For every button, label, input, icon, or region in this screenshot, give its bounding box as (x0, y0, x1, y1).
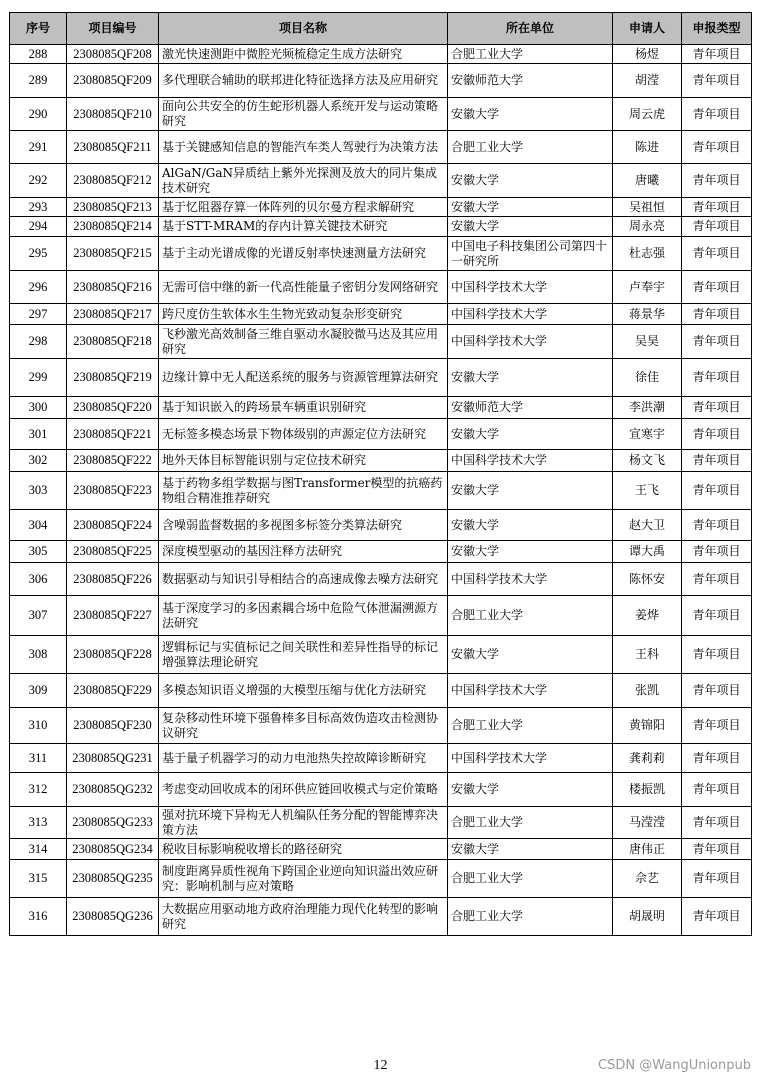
table-row (10, 397, 752, 419)
table-row (10, 596, 752, 636)
row-no: 311 (10, 744, 67, 773)
row-type: 青年项目 (682, 541, 752, 563)
row-code: 2308085QF213 (67, 198, 159, 217)
row-code: 2308085QF209 (67, 64, 159, 98)
row-applicant: 王科 (613, 636, 682, 674)
row-unit: 中国科学技术大学 (448, 744, 613, 773)
row-no: 314 (10, 839, 67, 860)
row-name: 边缘计算中无人配送系统的服务与资源管理算法研究 (159, 359, 448, 397)
row-no: 300 (10, 397, 67, 419)
row-type: 青年项目 (682, 397, 752, 419)
row-applicant: 李洪潮 (613, 397, 682, 419)
row-unit: 中国科学技术大学 (448, 563, 613, 596)
row-type: 青年项目 (682, 271, 752, 304)
row-type: 青年项目 (682, 164, 752, 198)
row-type: 青年项目 (682, 64, 752, 98)
header-type: 申报类型 (682, 13, 752, 45)
table-body (10, 45, 752, 936)
row-unit: 安徽大学 (448, 839, 613, 860)
row-name: 无需可信中继的新一代高性能量子密钥分发网络研究 (159, 271, 448, 304)
row-name: 多模态知识语义增强的大模型压缩与优化方法研究 (159, 674, 448, 708)
row-name: 基于深度学习的多因素耦合场中危险气体泄漏溯源方法研究 (159, 596, 448, 636)
table-row (10, 237, 752, 271)
row-applicant: 周云虎 (613, 98, 682, 131)
row-name: 大数据应用驱动地方政府治理能力现代化转型的影响研究 (159, 898, 448, 936)
row-no: 293 (10, 198, 67, 217)
row-applicant: 黄锦阳 (613, 708, 682, 744)
row-name: AlGaN/GaN异质结上紫外光探测及放大的同片集成技术研究 (159, 164, 448, 198)
row-unit: 安徽大学 (448, 164, 613, 198)
row-no: 298 (10, 325, 67, 359)
row-no: 305 (10, 541, 67, 563)
row-name: 基于药物多组学数据与图Transformer模型的抗癌药物组合精准推荐研究 (159, 472, 448, 510)
row-name: 强对抗环境下异构无人机编队任务分配的智能博弈决策方法 (159, 807, 448, 839)
header-code: 项目编号 (67, 13, 159, 45)
row-applicant: 赵大卫 (613, 510, 682, 541)
table-row (10, 419, 752, 450)
row-applicant: 吴昊 (613, 325, 682, 359)
row-type: 青年项目 (682, 898, 752, 936)
row-name: 逻辑标记与实值标记之间关联性和差异性指导的标记增强算法理论研究 (159, 636, 448, 674)
row-code: 2308085QF219 (67, 359, 159, 397)
row-type: 青年项目 (682, 237, 752, 271)
row-unit: 中国科学技术大学 (448, 674, 613, 708)
table-row (10, 164, 752, 198)
row-code: 2308085QF208 (67, 45, 159, 64)
row-code: 2308085QG236 (67, 898, 159, 936)
row-name: 税收目标影响税收增长的路径研究 (159, 839, 448, 860)
row-no: 315 (10, 860, 67, 898)
row-type: 青年项目 (682, 131, 752, 164)
table-row (10, 198, 752, 217)
row-no: 296 (10, 271, 67, 304)
row-applicant: 张凯 (613, 674, 682, 708)
row-unit: 安徽大学 (448, 773, 613, 807)
row-applicant: 佘艺 (613, 860, 682, 898)
row-no: 289 (10, 64, 67, 98)
table-row (10, 510, 752, 541)
row-no: 301 (10, 419, 67, 450)
row-code: 2308085QF216 (67, 271, 159, 304)
row-no: 290 (10, 98, 67, 131)
row-applicant: 胡滢 (613, 64, 682, 98)
row-code: 2308085QF227 (67, 596, 159, 636)
row-name: 基于量子机器学习的动力电池热失控故障诊断研究 (159, 744, 448, 773)
row-no: 295 (10, 237, 67, 271)
table-row (10, 860, 752, 898)
row-name: 制度距离异质性视角下跨国企业逆向知识溢出效应研究：影响机制与应对策略 (159, 860, 448, 898)
row-applicant: 周永亮 (613, 217, 682, 237)
row-applicant: 楼振凯 (613, 773, 682, 807)
row-name: 无标签多模态场景下物体级别的声源定位方法研究 (159, 419, 448, 450)
row-unit: 安徽师范大学 (448, 64, 613, 98)
row-name: 飞秒激光高效制备三维自驱动水凝胶微马达及其应用研究 (159, 325, 448, 359)
table-row (10, 807, 752, 839)
row-applicant: 杨煜 (613, 45, 682, 64)
row-name: 深度模型驱动的基因注释方法研究 (159, 541, 448, 563)
row-code: 2308085QF230 (67, 708, 159, 744)
row-name: 含噪弱监督数据的多视图多标签分类算法研究 (159, 510, 448, 541)
row-code: 2308085QF222 (67, 450, 159, 472)
row-code: 2308085QF225 (67, 541, 159, 563)
row-unit: 合肥工业大学 (448, 45, 613, 64)
row-unit: 合肥工业大学 (448, 596, 613, 636)
row-type: 青年项目 (682, 198, 752, 217)
row-unit: 中国电子科技集团公司第四十一研究所 (448, 237, 613, 271)
row-applicant: 蒋景华 (613, 304, 682, 325)
row-unit: 合肥工业大学 (448, 708, 613, 744)
row-name: 面向公共安全的仿生蛇形机器人系统开发与运动策略研究 (159, 98, 448, 131)
row-code: 2308085QG235 (67, 860, 159, 898)
row-unit: 中国科学技术大学 (448, 304, 613, 325)
row-code: 2308085QF218 (67, 325, 159, 359)
row-code: 2308085QF220 (67, 397, 159, 419)
row-type: 青年项目 (682, 773, 752, 807)
row-unit: 合肥工业大学 (448, 898, 613, 936)
row-no: 303 (10, 472, 67, 510)
watermark: CSDN @WangUnionpub (598, 1058, 751, 1073)
row-no: 288 (10, 45, 67, 64)
table-row (10, 325, 752, 359)
row-code: 2308085QF224 (67, 510, 159, 541)
row-unit: 中国科学技术大学 (448, 271, 613, 304)
project-table (9, 12, 752, 936)
row-unit: 安徽大学 (448, 541, 613, 563)
row-applicant: 唐伟正 (613, 839, 682, 860)
row-unit: 安徽大学 (448, 98, 613, 131)
row-code: 2308085QF210 (67, 98, 159, 131)
table-row (10, 898, 752, 936)
row-no: 302 (10, 450, 67, 472)
row-name: 多代理联合辅助的联邦进化特征选择方法及应用研究 (159, 64, 448, 98)
row-code: 2308085QF221 (67, 419, 159, 450)
row-type: 青年项目 (682, 839, 752, 860)
row-name: 跨尺度仿生软体水生生物光致动复杂形变研究 (159, 304, 448, 325)
row-applicant: 陈进 (613, 131, 682, 164)
row-type: 青年项目 (682, 563, 752, 596)
row-unit: 合肥工业大学 (448, 860, 613, 898)
row-no: 292 (10, 164, 67, 198)
row-code: 2308085QF215 (67, 237, 159, 271)
row-type: 青年项目 (682, 45, 752, 64)
row-applicant: 卢奉宇 (613, 271, 682, 304)
row-unit: 安徽大学 (448, 359, 613, 397)
row-code: 2308085QF229 (67, 674, 159, 708)
table-row (10, 674, 752, 708)
row-code: 2308085QF223 (67, 472, 159, 510)
row-applicant: 杨文飞 (613, 450, 682, 472)
table-row (10, 636, 752, 674)
row-code: 2308085QG232 (67, 773, 159, 807)
table-row (10, 217, 752, 237)
row-name: 数据驱动与知识引导相结合的高速成像去噪方法研究 (159, 563, 448, 596)
table-row (10, 450, 752, 472)
row-type: 青年项目 (682, 708, 752, 744)
row-unit: 安徽大学 (448, 198, 613, 217)
row-type: 青年项目 (682, 98, 752, 131)
row-unit: 安徽大学 (448, 217, 613, 237)
row-code: 2308085QF211 (67, 131, 159, 164)
row-code: 2308085QG231 (67, 744, 159, 773)
row-name: 基于忆阻器存算一体阵列的贝尔曼方程求解研究 (159, 198, 448, 217)
table-row (10, 708, 752, 744)
row-name: 基于知识嵌入的跨场景车辆重识别研究 (159, 397, 448, 419)
row-applicant: 谭大禹 (613, 541, 682, 563)
row-no: 304 (10, 510, 67, 541)
row-unit: 安徽大学 (448, 636, 613, 674)
row-applicant: 徐佳 (613, 359, 682, 397)
row-type: 青年项目 (682, 510, 752, 541)
row-type: 青年项目 (682, 472, 752, 510)
row-applicant: 马滢滢 (613, 807, 682, 839)
row-no: 313 (10, 807, 67, 839)
row-no: 291 (10, 131, 67, 164)
row-type: 青年项目 (682, 807, 752, 839)
table-row (10, 271, 752, 304)
row-code: 2308085QF214 (67, 217, 159, 237)
row-type: 青年项目 (682, 636, 752, 674)
row-type: 青年项目 (682, 596, 752, 636)
row-no: 297 (10, 304, 67, 325)
table-row (10, 64, 752, 98)
page-number: 12 (373, 1058, 388, 1073)
row-type: 青年项目 (682, 359, 752, 397)
table-row (10, 472, 752, 510)
row-code: 2308085QG234 (67, 839, 159, 860)
row-name: 基于STT-MRAM的存内计算关键技术研究 (159, 217, 448, 237)
row-type: 青年项目 (682, 860, 752, 898)
row-applicant: 陈怀安 (613, 563, 682, 596)
table-row (10, 98, 752, 131)
table-row (10, 304, 752, 325)
row-no: 299 (10, 359, 67, 397)
row-code: 2308085QF217 (67, 304, 159, 325)
row-unit: 合肥工业大学 (448, 807, 613, 839)
row-unit: 安徽师范大学 (448, 397, 613, 419)
table-row (10, 541, 752, 563)
table-row (10, 744, 752, 773)
row-no: 308 (10, 636, 67, 674)
row-code: 2308085QF212 (67, 164, 159, 198)
row-unit: 安徽大学 (448, 472, 613, 510)
row-unit: 中国科学技术大学 (448, 450, 613, 472)
row-type: 青年项目 (682, 744, 752, 773)
header-applicant: 申请人 (613, 13, 682, 45)
row-no: 310 (10, 708, 67, 744)
row-no: 294 (10, 217, 67, 237)
row-no: 306 (10, 563, 67, 596)
row-applicant: 王飞 (613, 472, 682, 510)
header-name: 项目名称 (159, 13, 448, 45)
table-row (10, 839, 752, 860)
row-applicant: 姜烨 (613, 596, 682, 636)
row-name: 激光快速测距中微腔光频梳稳定生成方法研究 (159, 45, 448, 64)
row-type: 青年项目 (682, 325, 752, 359)
row-type: 青年项目 (682, 217, 752, 237)
table-row (10, 773, 752, 807)
table-row (10, 45, 752, 64)
row-unit: 安徽大学 (448, 510, 613, 541)
row-name: 基于主动光谱成像的光谱反射率快速测量方法研究 (159, 237, 448, 271)
row-applicant: 龚莉莉 (613, 744, 682, 773)
header-unit: 所在单位 (448, 13, 613, 45)
row-applicant: 杜志强 (613, 237, 682, 271)
row-unit: 合肥工业大学 (448, 131, 613, 164)
row-name: 复杂移动性环境下强鲁棒多目标高效伪造攻击检测协议研究 (159, 708, 448, 744)
row-no: 312 (10, 773, 67, 807)
row-name: 地外天体目标智能识别与定位技术研究 (159, 450, 448, 472)
row-no: 316 (10, 898, 67, 936)
row-name: 基于关键感知信息的智能汽车类人驾驶行为决策方法 (159, 131, 448, 164)
row-code: 2308085QG233 (67, 807, 159, 839)
row-applicant: 胡晟明 (613, 898, 682, 936)
row-name: 考虑变动回收成本的闭环供应链回收模式与定价策略 (159, 773, 448, 807)
table-row (10, 563, 752, 596)
table-row (10, 131, 752, 164)
row-applicant: 唐曦 (613, 164, 682, 198)
row-code: 2308085QF228 (67, 636, 159, 674)
row-type: 青年项目 (682, 304, 752, 325)
row-unit: 中国科学技术大学 (448, 325, 613, 359)
row-no: 309 (10, 674, 67, 708)
row-unit: 安徽大学 (448, 419, 613, 450)
table-row (10, 359, 752, 397)
row-applicant: 宣寒宇 (613, 419, 682, 450)
row-type: 青年项目 (682, 419, 752, 450)
row-applicant: 吴祖恒 (613, 198, 682, 217)
row-type: 青年项目 (682, 674, 752, 708)
row-no: 307 (10, 596, 67, 636)
row-code: 2308085QF226 (67, 563, 159, 596)
header-row (10, 13, 752, 45)
header-no: 序号 (10, 13, 67, 45)
table-header (10, 13, 752, 45)
row-type: 青年项目 (682, 450, 752, 472)
